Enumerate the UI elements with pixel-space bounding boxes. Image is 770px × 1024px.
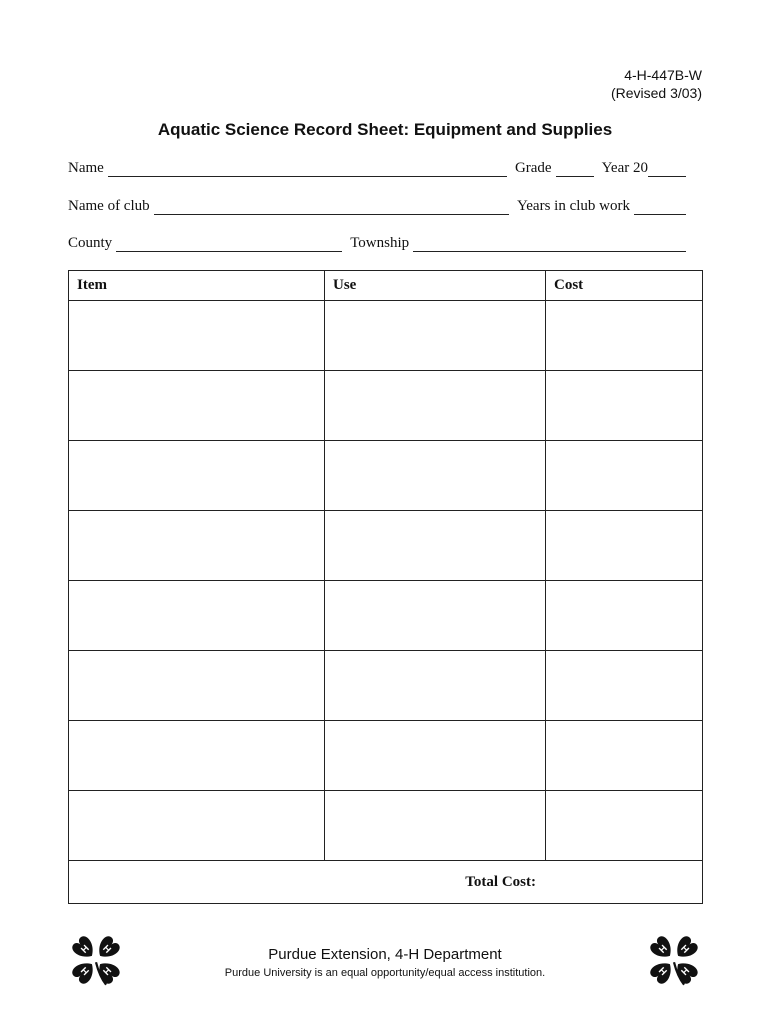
use-cell[interactable]: [325, 301, 546, 371]
use-cell[interactable]: [325, 371, 546, 441]
grade-field[interactable]: [556, 162, 594, 177]
cost-cell[interactable]: [546, 441, 703, 511]
table-row: [69, 511, 703, 581]
club-label: Name of club: [68, 198, 150, 214]
use-cell[interactable]: [325, 581, 546, 651]
use-cell[interactable]: [325, 511, 546, 581]
column-header-use: Use: [325, 271, 546, 301]
page-title: Aquatic Science Record Sheet: Equipment and Supplies: [157, 120, 613, 139]
svg-text:H: H: [678, 943, 691, 956]
years-field[interactable]: [634, 200, 686, 215]
total-cell[interactable]: [69, 861, 703, 904]
cost-cell[interactable]: [546, 581, 703, 651]
township-field[interactable]: [413, 237, 686, 252]
footer-department: Purdue Extension, 4-H Department: [268, 946, 502, 963]
club-row: [68, 195, 686, 215]
table-row: [69, 651, 703, 721]
item-cell[interactable]: [69, 371, 325, 441]
svg-text:H: H: [79, 943, 92, 956]
item-cell[interactable]: [69, 581, 325, 651]
svg-text:H: H: [100, 964, 113, 977]
cost-cell[interactable]: [546, 721, 703, 791]
item-cell[interactable]: [69, 511, 325, 581]
footer-equal-opportunity: Purdue University is an equal opportunity/equal access institution.: [224, 967, 546, 979]
cost-cell[interactable]: [546, 791, 703, 861]
table-row: [69, 371, 703, 441]
year-label: Year 20: [601, 160, 648, 176]
county-row: [68, 232, 686, 252]
use-cell[interactable]: [325, 441, 546, 511]
years-label: Years in club work: [516, 198, 630, 214]
total-cost-label: Total Cost:: [465, 873, 536, 890]
total-row: [69, 861, 703, 904]
item-cell[interactable]: [69, 301, 325, 371]
column-header-item: Item: [69, 271, 325, 301]
svg-text:H: H: [79, 964, 92, 977]
cost-cell[interactable]: [546, 371, 703, 441]
form-code-block: [611, 66, 702, 102]
form-number: 4-H-447B-W: [624, 67, 702, 83]
table-body: [69, 301, 703, 861]
table-header-row: [69, 271, 703, 301]
four-h-clover-icon: [646, 932, 702, 988]
table-row: [69, 301, 703, 371]
svg-text:H: H: [657, 943, 670, 956]
use-cell[interactable]: [325, 791, 546, 861]
revision-date: (Revised 3/03): [610, 85, 702, 101]
name-field[interactable]: [108, 162, 507, 177]
cost-cell[interactable]: [546, 651, 703, 721]
table-row: [69, 441, 703, 511]
svg-text:H: H: [657, 964, 670, 977]
cost-cell[interactable]: [546, 511, 703, 581]
county-field[interactable]: [116, 237, 342, 252]
name-row: [68, 157, 686, 177]
svg-text:H: H: [100, 943, 113, 956]
equipment-table: [68, 270, 703, 904]
table-row: [69, 721, 703, 791]
name-label: Name: [68, 160, 104, 176]
use-cell[interactable]: [325, 721, 546, 791]
cost-cell[interactable]: [546, 301, 703, 371]
table-row: [69, 581, 703, 651]
item-cell[interactable]: [69, 721, 325, 791]
item-cell[interactable]: [69, 791, 325, 861]
item-cell[interactable]: [69, 651, 325, 721]
grade-label: Grade: [514, 160, 552, 176]
table-row: [69, 791, 703, 861]
column-header-cost: Cost: [546, 271, 703, 301]
svg-text:H: H: [678, 964, 691, 977]
year-field[interactable]: [648, 162, 686, 177]
township-label: Township: [350, 235, 410, 251]
item-cell[interactable]: [69, 441, 325, 511]
use-cell[interactable]: [325, 651, 546, 721]
club-field[interactable]: [154, 200, 509, 215]
county-label: County: [68, 235, 113, 251]
